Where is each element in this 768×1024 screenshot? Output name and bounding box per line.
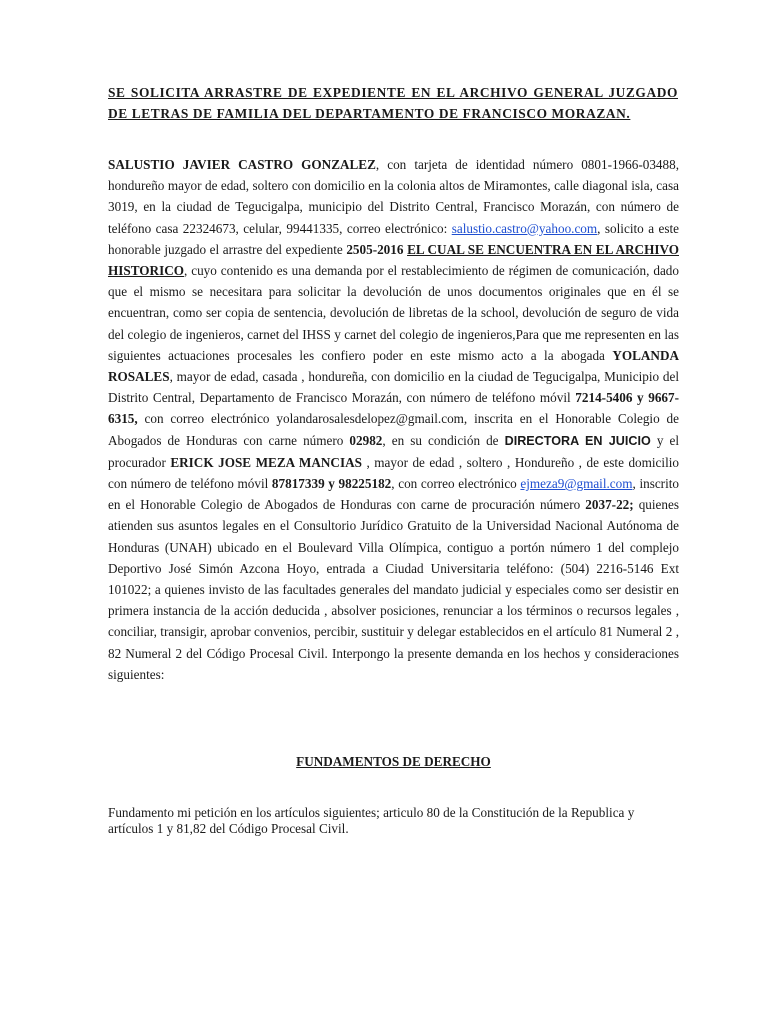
procurador-carne: 2037-22; — [585, 497, 634, 513]
procurador-phones: 87817339 y 98225182 — [271, 476, 392, 492]
body-text: , mayor de edad, casada , hondureña, con domicilio en la ciudad de Tegucigalpa, Municipio del Distrito Central, Departamento de Francisco Morazán, con número de teléfono móvil — [108, 369, 679, 406]
body-text: , cuyo contenido es una demanda por el restablecimiento de régimen de comunicación, dado que el mismo se necesitara para solicitar la devolución de unos documentos originales que en él se encuentran, como ser copia de sentencia, devolución de libretas de la school, devolución de seguro de vida del colegio de ingenieros, carnet del IHSS y carnet del colegio de ingenieros,Para que me representen en las siguientes actuaciones procesales les confiero poder en este mismo acto a la abogada — [108, 263, 679, 363]
abogada-condicion: DIRECTORA EN JUICIO — [504, 433, 651, 448]
archivo-historico-text: EL CUAL SE ENCUENTRA EN EL ARCHIVO HISTORICO — [108, 241, 679, 279]
section-title: FUNDAMENTOS DE DERECHO — [296, 754, 491, 769]
body-text: , inscrito en el Honorable Colegio de Abogados de Honduras con carne de procuración número — [108, 476, 680, 513]
body-text: , con correo electrónico — [391, 476, 521, 492]
closing-paragraph: Fundamento mi petición en los artículos siguientes; articulo 80 de la Constitución de la Republica y artículos 1 y 81,82 del Código Procesal Civil. — [108, 805, 635, 836]
abogada-carne: 02982 — [349, 432, 383, 448]
petitioner-name: SALUSTIO JAVIER CASTRO GONZALEZ — [108, 157, 376, 172]
abogada-phones: 7214-5406 y 9667-6315, — [108, 390, 679, 427]
body-text: , mayor de edad , soltero , Hondureño , de este domicilio con número de teléfono móvil — [108, 454, 679, 492]
body-text: , solicito a este honorable juzgado el arrastre del expediente — [108, 220, 679, 257]
expediente-number: 2505-2016 — [346, 241, 404, 257]
procurador-name: ERICK JOSE MEZA MANCIAS — [170, 454, 362, 470]
document-body — [108, 154, 679, 685]
abogada-name: YOLANDA ROSALES — [108, 347, 679, 385]
body-text: con correo electrónico yolandarosalesdelopez@gmail.com, inscrita en el Honorable Colegio de Abogados de Honduras con carne número — [108, 411, 679, 448]
document-heading: SE SOLICITA ARRASTRE DE EXPEDIENTE EN EL ARCHIVO GENERAL JUZGADO DE LETRAS DE FAMILIA DEL DEPARTAMENTO DE FRANCISCO MORAZAN. — [108, 85, 678, 121]
email-link-salustio[interactable]: salustio.castro@yahoo.com — [451, 220, 598, 236]
body-text: quienes atienden sus asuntos legales en el Consultorio Jurídico Gratuito de la Universidad Nacional Autónoma de Honduras (UNAH) ubicado en el Boulevard Villa Olímpica, contiguo a portón número 1 del complejo Deportivo José Simón Azcona Hoyo, entrada a Ciudad Universitaria teléfono: (504) 2216-5146 Ext 101022; a quienes invisto de las facultades generales del mandato judicial y especiales como ser desistir en primera instancia de la acción deducida , absolver posiciones, renunciar a los términos o recursos legales , conciliar, transigir, aprobar convenios, percibir, sustituir y delegar establecidos en el artículo 81 Numeral 2 , 82 Numeral 2 del Código Procesal Civil. Interpongo la presente demanda en los hechos y consideraciones siguientes: — [108, 497, 679, 682]
body-text: y el procurador — [108, 432, 679, 470]
email-link-ejmeza[interactable]: ejmeza9@gmail.com — [520, 476, 633, 492]
body-text: , con tarjeta de identidad número 0801-1966-03488, hondureño mayor de edad, soltero con domicilio en la colonia altos de Miramontes, calle diagonal isla, casa 3019, en la ciudad de Tegucigalpa, municipio del Distrito Central, Francisco Morazán, con número de teléfono casa 22324673, celular, 99441335, correo electrónico: — [108, 157, 679, 236]
body-text: , en su condición de — [382, 432, 505, 448]
